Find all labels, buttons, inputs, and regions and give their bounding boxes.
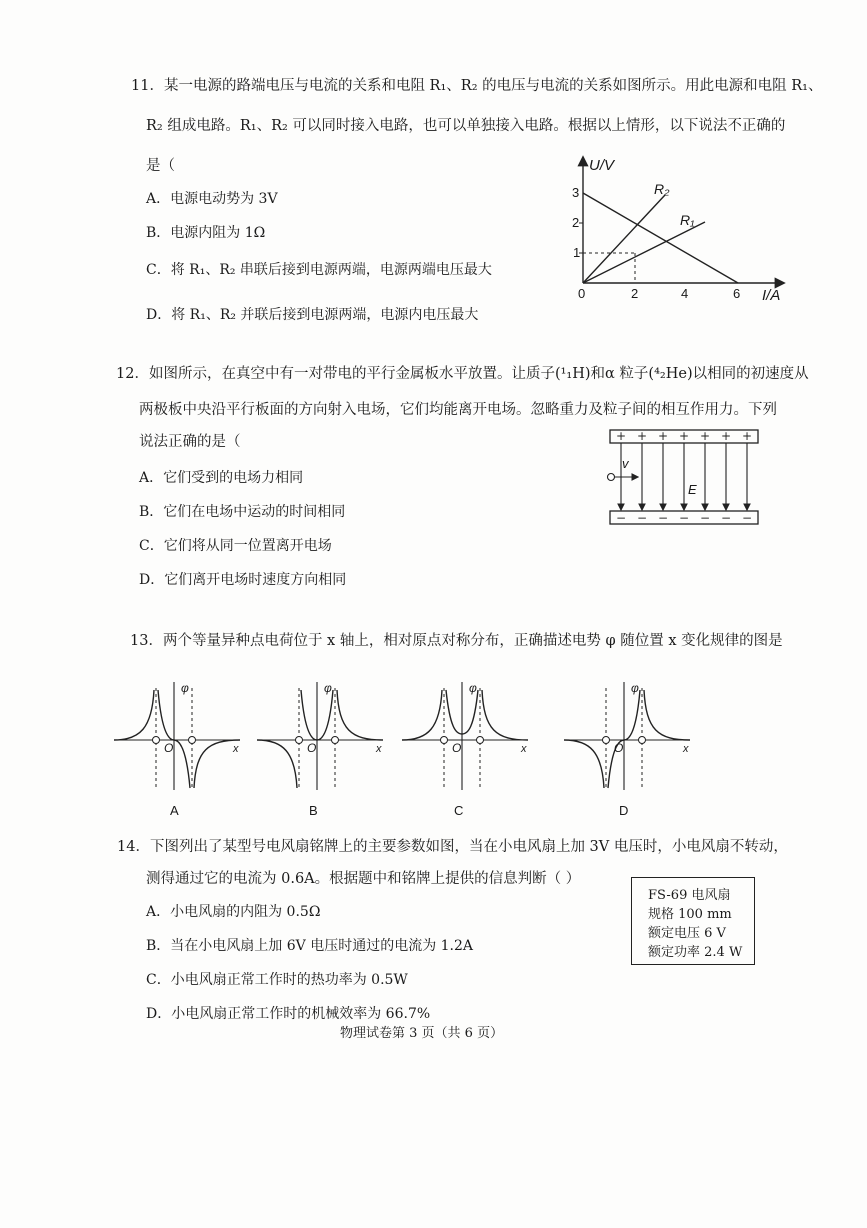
svg-text:+: + [742, 429, 753, 443]
fan-nameplate [631, 877, 755, 965]
q13-a-x: x [233, 743, 239, 755]
q13-d-x: x [683, 743, 689, 755]
q11-graph-xlabel: I/A [762, 287, 781, 304]
q11-option-d: D．将 R₁、R₂ 并联后接到电源两端，电源内电压最大 [146, 307, 479, 323]
q13-d-label: D [619, 803, 629, 818]
q11-graph-ylabel: U/V [589, 157, 615, 174]
svg-text:−: − [658, 511, 669, 525]
q11-option-b: B．电源内阻为 1Ω [146, 225, 266, 241]
nameplate-voltage: 额定电压 6 V [648, 926, 726, 941]
q11-graph-xtick-6: 6 [733, 286, 741, 301]
q13-c-label: C [454, 803, 464, 818]
q13-c-phi: φ [469, 681, 477, 695]
q13-a-phi: φ [181, 681, 189, 695]
svg-text:+: + [721, 429, 732, 443]
q11-option-a: A．电源电动势为 3V [146, 191, 278, 207]
q14-line2: 测得通过它的电流为 0.6A。根据题中和铭牌上提供的信息判断（ ） [146, 871, 581, 887]
q12-option-b: B．它们在电场中运动的时间相同 [139, 504, 346, 520]
q11-graph-ytick-1: 1 [573, 245, 581, 260]
q12-option-d: D．它们离开电场时速度方向相同 [139, 572, 347, 588]
nameplate-spec: 规格 100 mm [648, 907, 732, 922]
nameplate-power: 额定功率 2.4 W [648, 945, 743, 960]
q13-c-origin: O [452, 741, 462, 755]
q12-plates-figure [603, 425, 763, 530]
svg-text:−: − [679, 511, 690, 525]
q14-option-b: B．当在小电风扇上加 6V 电压时通过的电流为 1.2A [146, 938, 474, 954]
q14-option-c: C．小电风扇正常工作时的热功率为 0.5W [146, 972, 408, 988]
q11-graph-r1-label: R₁ [680, 212, 695, 228]
q12-velocity-label: v [622, 456, 629, 471]
q11-line2: R₂ 组成电路。R₁、R₂ 可以同时接入电路，也可以单独接入电路。根据以上情形，以下说法不正确的 [146, 118, 786, 134]
q13-d-origin: O [614, 741, 624, 755]
svg-text:+: + [637, 429, 648, 443]
q11-graph-xtick-4: 4 [681, 286, 689, 301]
svg-text:−: − [721, 511, 732, 525]
q12-line2: 两极板中央沿平行板面的方向射入电场，它们均能离开电场。忽略重力及粒子间的相互作用力。下列 [139, 402, 777, 418]
svg-text:−: − [742, 511, 753, 525]
svg-text:−: − [637, 511, 648, 525]
q11-graph-ytick-2: 2 [572, 215, 580, 230]
svg-text:+: + [700, 429, 711, 443]
q14-option-a: A．小电风扇的内阻为 0.5Ω [146, 904, 321, 920]
q11-graph-xtick-2: 2 [631, 286, 639, 301]
svg-text:−: − [700, 511, 711, 525]
page-footer: 物理试卷第 3 页（共 6 页） [340, 1026, 504, 1041]
q13-d-phi: φ [631, 681, 639, 695]
q13-c-x: x [521, 743, 527, 755]
q13-b-phi: φ [324, 681, 332, 695]
q11-line3: 是（ [146, 158, 175, 174]
q12-option-c: C．它们将从同一位置离开电场 [139, 538, 332, 554]
q12-field-label: E [688, 482, 697, 497]
q11-graph-r2-label: R₂ [654, 181, 670, 197]
q13-graph-d [562, 678, 697, 793]
nameplate-model: FS-69 电风扇 [648, 888, 731, 903]
q12-line3: 说法正确的是（ [139, 434, 241, 450]
q13-line1: 13．两个等量异种点电荷位于 x 轴上，相对原点对称分布，正确描述电势 φ 随位置 x 变化规律的图是 [130, 633, 783, 649]
q13-graph-b [255, 678, 390, 793]
q13-graph-a [112, 678, 247, 793]
q13-b-label: B [309, 803, 318, 818]
q12-line1: 12．如图所示，在真空中有一对带电的平行金属板水平放置。让质子(¹₁H)和α 粒子(⁴₂He)以相同的初速度从 [116, 366, 809, 382]
q11-ui-graph [555, 150, 795, 310]
svg-text:+: + [616, 429, 627, 443]
q11-graph-ytick-3: 3 [572, 185, 580, 200]
q14-option-d: D．小电风扇正常工作时的机械效率为 66.7% [146, 1006, 431, 1022]
svg-text:−: − [616, 511, 627, 525]
svg-text:+: + [658, 429, 669, 443]
q13-graph-c [400, 678, 535, 793]
q12-option-a: A．它们受到的电场力相同 [139, 470, 304, 486]
q11-option-c: C．将 R₁、R₂ 串联后接到电源两端，电源两端电压最大 [146, 262, 492, 278]
q13-b-origin: O [307, 741, 317, 755]
q14-line1: 14．下图列出了某型号电风扇铭牌上的主要参数如图，当在小电风扇上加 3V 电压时，小电风扇不转动， [117, 839, 788, 855]
q11-line1: 11．某一电源的路端电压与电流的关系和电阻 R₁、R₂ 的电压与电流的关系如图所示。用此电源和电阻 R₁、 [131, 78, 823, 94]
q13-a-label: A [170, 803, 179, 818]
svg-text:+: + [679, 429, 690, 443]
q13-b-x: x [376, 743, 382, 755]
q13-a-origin: O [164, 741, 174, 755]
q11-graph-origin: 0 [578, 286, 586, 301]
